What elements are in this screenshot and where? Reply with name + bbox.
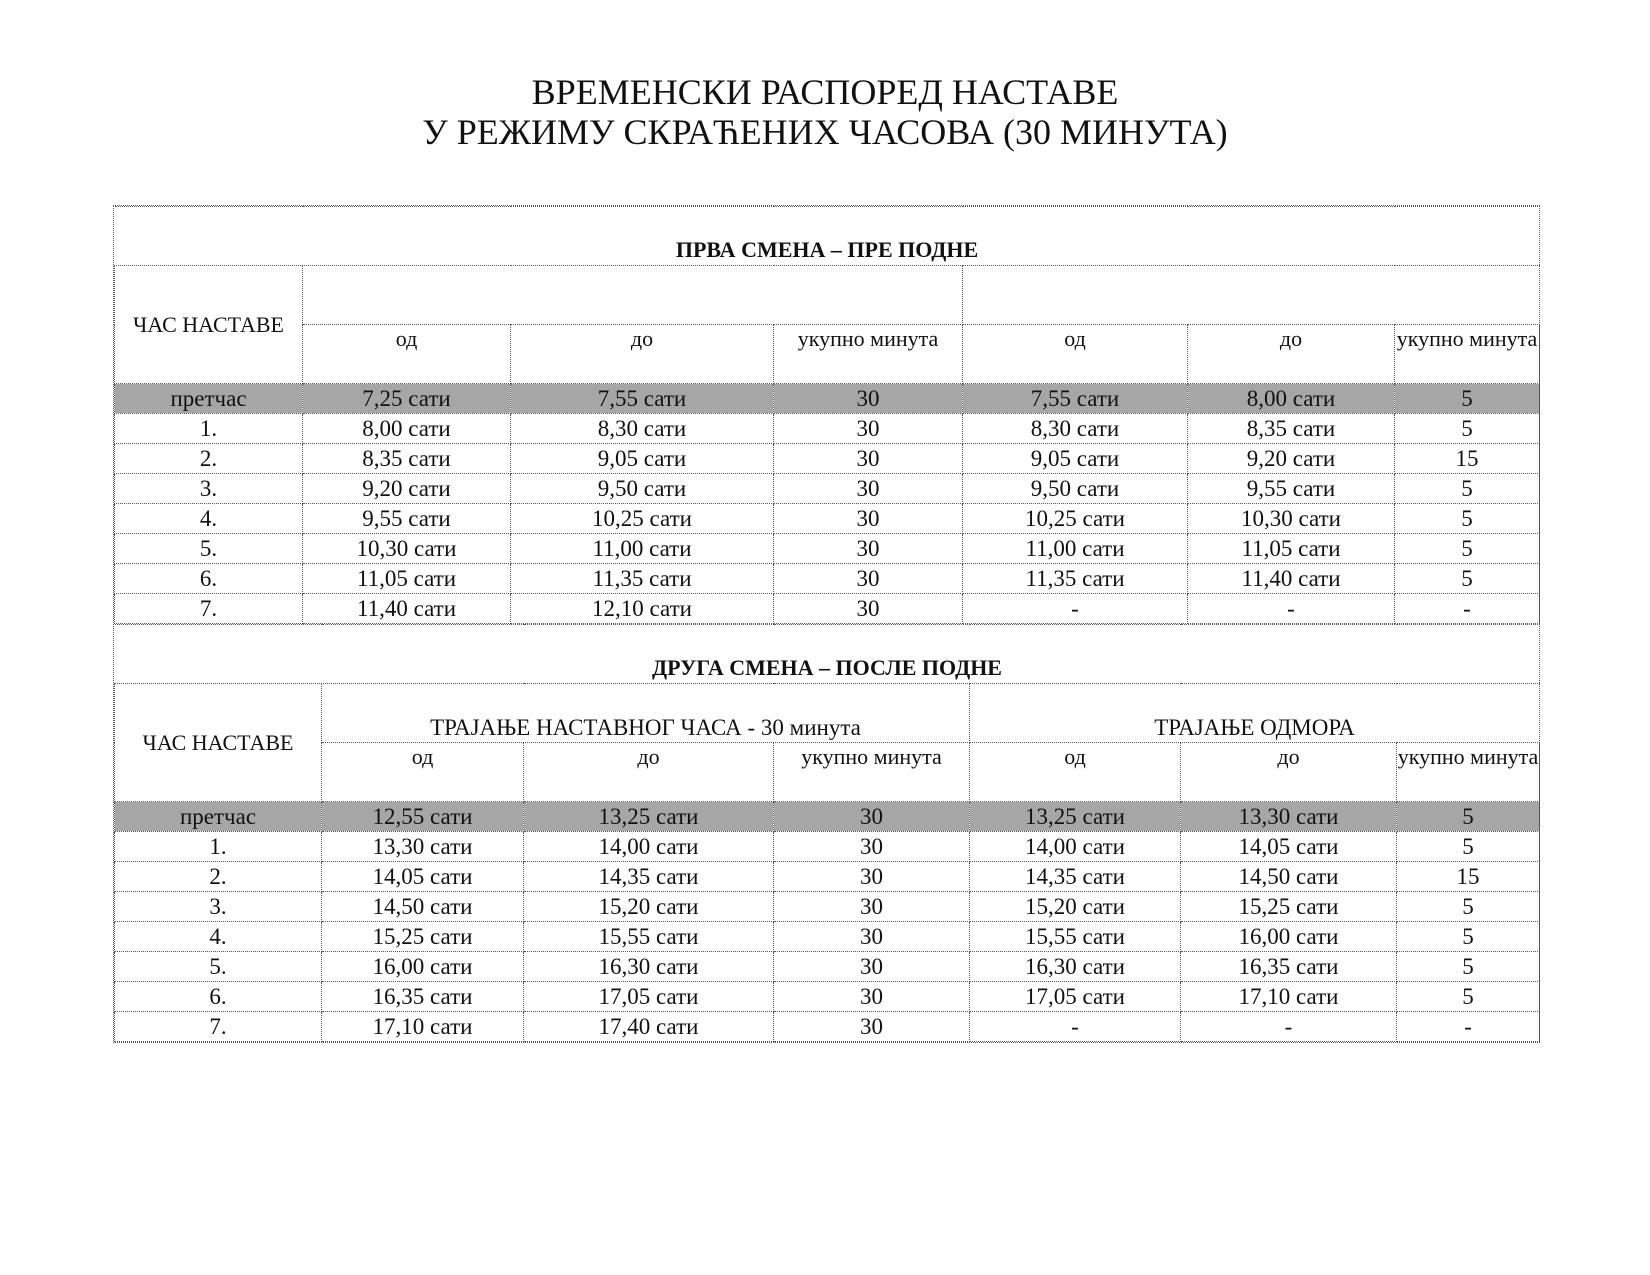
cell-break-from: 10,25 сати	[963, 504, 1188, 534]
cell-break-from: 16,30 сати	[970, 952, 1181, 982]
cell-hour: 3.	[115, 474, 303, 504]
cell-break-total: -	[1397, 1012, 1540, 1042]
cell-break-to: 8,35 сати	[1188, 414, 1395, 444]
cell-lesson-from: 8,35 сати	[303, 444, 511, 474]
cell-lesson-to: 7,55 сати	[511, 384, 774, 414]
cell-break-to: 9,55 сати	[1188, 474, 1395, 504]
cell-break-from: 8,30 сати	[963, 414, 1188, 444]
table-row	[115, 862, 1540, 892]
shift2-sub-to: до	[524, 743, 774, 802]
cell-break-from: 14,35 сати	[970, 862, 1181, 892]
cell-lesson-from: 9,55 сати	[303, 504, 511, 534]
shift1-sub-break-to: до	[1188, 325, 1395, 384]
shift2-heading: ДРУГА СМЕНА – ПОСЛЕ ПОДНЕ	[115, 625, 1540, 684]
cell-break-to: 15,25 сати	[1181, 892, 1397, 922]
cell-hour: 2.	[115, 444, 303, 474]
shift2-table	[114, 624, 1540, 1042]
cell-lesson-from: 17,10 сати	[322, 1012, 524, 1042]
page-title	[0, 72, 1650, 152]
cell-lesson-from: 8,00 сати	[303, 414, 511, 444]
cell-lesson-to: 9,50 сати	[511, 474, 774, 504]
cell-lesson-from: 13,30 сати	[322, 832, 524, 862]
cell-break-total: -	[1395, 594, 1540, 624]
cell-lesson-total: 30	[774, 594, 963, 624]
cell-hour: 2.	[115, 862, 322, 892]
cell-break-to: 14,50 сати	[1181, 862, 1397, 892]
cell-lesson-from: 15,25 сати	[322, 922, 524, 952]
cell-lesson-total: 30	[774, 832, 970, 862]
table-row	[115, 832, 1540, 862]
cell-lesson-total: 30	[774, 474, 963, 504]
cell-break-from: -	[970, 1012, 1181, 1042]
shift1-table	[114, 206, 1540, 624]
title-line-1: ВРЕМЕНСКИ РАСПОРЕД НАСТАВЕ	[531, 72, 1119, 112]
shift1-sub-total-break: укупно минута	[1395, 325, 1540, 384]
table-row	[115, 384, 1540, 414]
shift2-hour-header: ЧАС НАСТАВЕ	[115, 684, 322, 802]
cell-lesson-total: 30	[774, 504, 963, 534]
cell-lesson-from: 7,25 сати	[303, 384, 511, 414]
table-row	[115, 952, 1540, 982]
cell-break-from: 11,00 сати	[963, 534, 1188, 564]
cell-lesson-total: 30	[774, 892, 970, 922]
table-row	[115, 534, 1540, 564]
cell-lesson-to: 12,10 сати	[511, 594, 774, 624]
cell-lesson-to: 14,35 сати	[524, 862, 774, 892]
shift1-sub-to: до	[511, 325, 774, 384]
table-row	[115, 594, 1540, 624]
table-row	[115, 414, 1540, 444]
cell-lesson-from: 16,35 сати	[322, 982, 524, 1012]
cell-break-from: 15,20 сати	[970, 892, 1181, 922]
cell-lesson-to: 15,55 сати	[524, 922, 774, 952]
table-row	[115, 504, 1540, 534]
cell-lesson-from: 11,40 сати	[303, 594, 511, 624]
cell-lesson-to: 13,25 сати	[524, 802, 774, 832]
cell-lesson-total: 30	[774, 862, 970, 892]
cell-hour: 7.	[115, 594, 303, 624]
cell-lesson-to: 8,30 сати	[511, 414, 774, 444]
cell-break-from: 13,25 сати	[970, 802, 1181, 832]
cell-break-total: 5	[1395, 564, 1540, 594]
cell-break-total: 5	[1395, 474, 1540, 504]
cell-lesson-to: 11,00 сати	[511, 534, 774, 564]
cell-lesson-total: 30	[774, 1012, 970, 1042]
cell-break-to: 11,05 сати	[1188, 534, 1395, 564]
cell-break-total: 5	[1397, 922, 1540, 952]
cell-hour: 6.	[115, 564, 303, 594]
shift2-break-group: ТРАЈАЊЕ ОДМОРА	[970, 684, 1540, 743]
cell-lesson-total: 30	[774, 952, 970, 982]
cell-break-to: 10,30 сати	[1188, 504, 1395, 534]
shift1-sub-break-from: од	[963, 325, 1188, 384]
cell-hour: 5.	[115, 534, 303, 564]
cell-break-from: 7,55 сати	[963, 384, 1188, 414]
cell-hour: 7.	[115, 1012, 322, 1042]
cell-lesson-to: 17,40 сати	[524, 1012, 774, 1042]
cell-break-total: 5	[1397, 982, 1540, 1012]
cell-hour: 3.	[115, 892, 322, 922]
cell-break-to: 16,00 сати	[1181, 922, 1397, 952]
cell-break-to: 9,20 сати	[1188, 444, 1395, 474]
cell-lesson-to: 14,00 сати	[524, 832, 774, 862]
cell-break-from: 15,55 сати	[970, 922, 1181, 952]
cell-break-total: 15	[1397, 862, 1540, 892]
cell-break-total: 5	[1395, 384, 1540, 414]
schedule-sheet	[113, 205, 1540, 1043]
cell-break-total: 5	[1397, 802, 1540, 832]
cell-break-total: 5	[1395, 414, 1540, 444]
shift1-sub-from: од	[303, 325, 511, 384]
cell-lesson-from: 12,55 сати	[322, 802, 524, 832]
shift1-sub-total-lesson: укупно минута	[774, 325, 963, 384]
title-line-2: У РЕЖИМУ СКРАЋЕНИХ ЧАСОВА (30 МИНУТА)	[422, 112, 1228, 152]
shift2-sub-break-from: од	[970, 743, 1181, 802]
cell-break-from: 17,05 сати	[970, 982, 1181, 1012]
cell-lesson-to: 11,35 сати	[511, 564, 774, 594]
table-row	[115, 474, 1540, 504]
cell-lesson-from: 14,50 сати	[322, 892, 524, 922]
cell-break-from: 9,50 сати	[963, 474, 1188, 504]
cell-lesson-to: 15,20 сати	[524, 892, 774, 922]
cell-lesson-total: 30	[774, 414, 963, 444]
shift1-lesson-group	[303, 266, 963, 325]
cell-hour: 4.	[115, 504, 303, 534]
cell-break-to: 8,00 сати	[1188, 384, 1395, 414]
cell-break-to: 17,10 сати	[1181, 982, 1397, 1012]
cell-lesson-from: 9,20 сати	[303, 474, 511, 504]
cell-lesson-total: 30	[774, 564, 963, 594]
cell-lesson-to: 10,25 сати	[511, 504, 774, 534]
cell-break-to: 13,30 сати	[1181, 802, 1397, 832]
shift1-break-group	[963, 266, 1540, 325]
shift2-sub-break-to: до	[1181, 743, 1397, 802]
shift2-lesson-group: ТРАЈАЊЕ НАСТАВНОГ ЧАСА - 30 минута	[322, 684, 970, 743]
table-row	[115, 922, 1540, 952]
shift2-sub-from: од	[322, 743, 524, 802]
cell-lesson-total: 30	[774, 922, 970, 952]
cell-break-from: -	[963, 594, 1188, 624]
shift1-heading: ПРВА СМЕНА – ПРЕ ПОДНЕ	[115, 207, 1540, 266]
cell-hour: 4.	[115, 922, 322, 952]
cell-lesson-from: 14,05 сати	[322, 862, 524, 892]
table-row	[115, 1012, 1540, 1042]
cell-lesson-total: 30	[774, 444, 963, 474]
cell-break-from: 9,05 сати	[963, 444, 1188, 474]
cell-hour: претчас	[115, 802, 322, 832]
cell-lesson-to: 16,30 сати	[524, 952, 774, 982]
cell-lesson-total: 30	[774, 982, 970, 1012]
cell-break-to: 11,40 сати	[1188, 564, 1395, 594]
cell-break-from: 11,35 сати	[963, 564, 1188, 594]
cell-lesson-total: 30	[774, 384, 963, 414]
table-row	[115, 564, 1540, 594]
cell-break-total: 5	[1397, 832, 1540, 862]
table-row	[115, 982, 1540, 1012]
cell-break-to: 14,05 сати	[1181, 832, 1397, 862]
cell-break-total: 5	[1397, 952, 1540, 982]
cell-lesson-total: 30	[774, 534, 963, 564]
cell-lesson-from: 11,05 сати	[303, 564, 511, 594]
shift2-sub-total-lesson: укупно минута	[774, 743, 970, 802]
cell-hour: 5.	[115, 952, 322, 982]
table-row	[115, 802, 1540, 832]
table-row	[115, 444, 1540, 474]
cell-break-from: 14,00 сати	[970, 832, 1181, 862]
shift1-hour-header: ЧАС НАСТАВЕ	[115, 266, 303, 384]
cell-hour: претчас	[115, 384, 303, 414]
cell-hour: 1.	[115, 832, 322, 862]
cell-break-to: 16,35 сати	[1181, 952, 1397, 982]
cell-break-to: -	[1188, 594, 1395, 624]
cell-lesson-from: 10,30 сати	[303, 534, 511, 564]
cell-break-to: -	[1181, 1012, 1397, 1042]
cell-break-total: 15	[1395, 444, 1540, 474]
cell-break-total: 5	[1395, 534, 1540, 564]
cell-lesson-from: 16,00 сати	[322, 952, 524, 982]
cell-lesson-total: 30	[774, 802, 970, 832]
cell-break-total: 5	[1395, 504, 1540, 534]
cell-hour: 6.	[115, 982, 322, 1012]
cell-break-total: 5	[1397, 892, 1540, 922]
shift2-sub-total-break: укупно минута	[1397, 743, 1540, 802]
cell-lesson-to: 9,05 сати	[511, 444, 774, 474]
table-row	[115, 892, 1540, 922]
cell-lesson-to: 17,05 сати	[524, 982, 774, 1012]
cell-hour: 1.	[115, 414, 303, 444]
